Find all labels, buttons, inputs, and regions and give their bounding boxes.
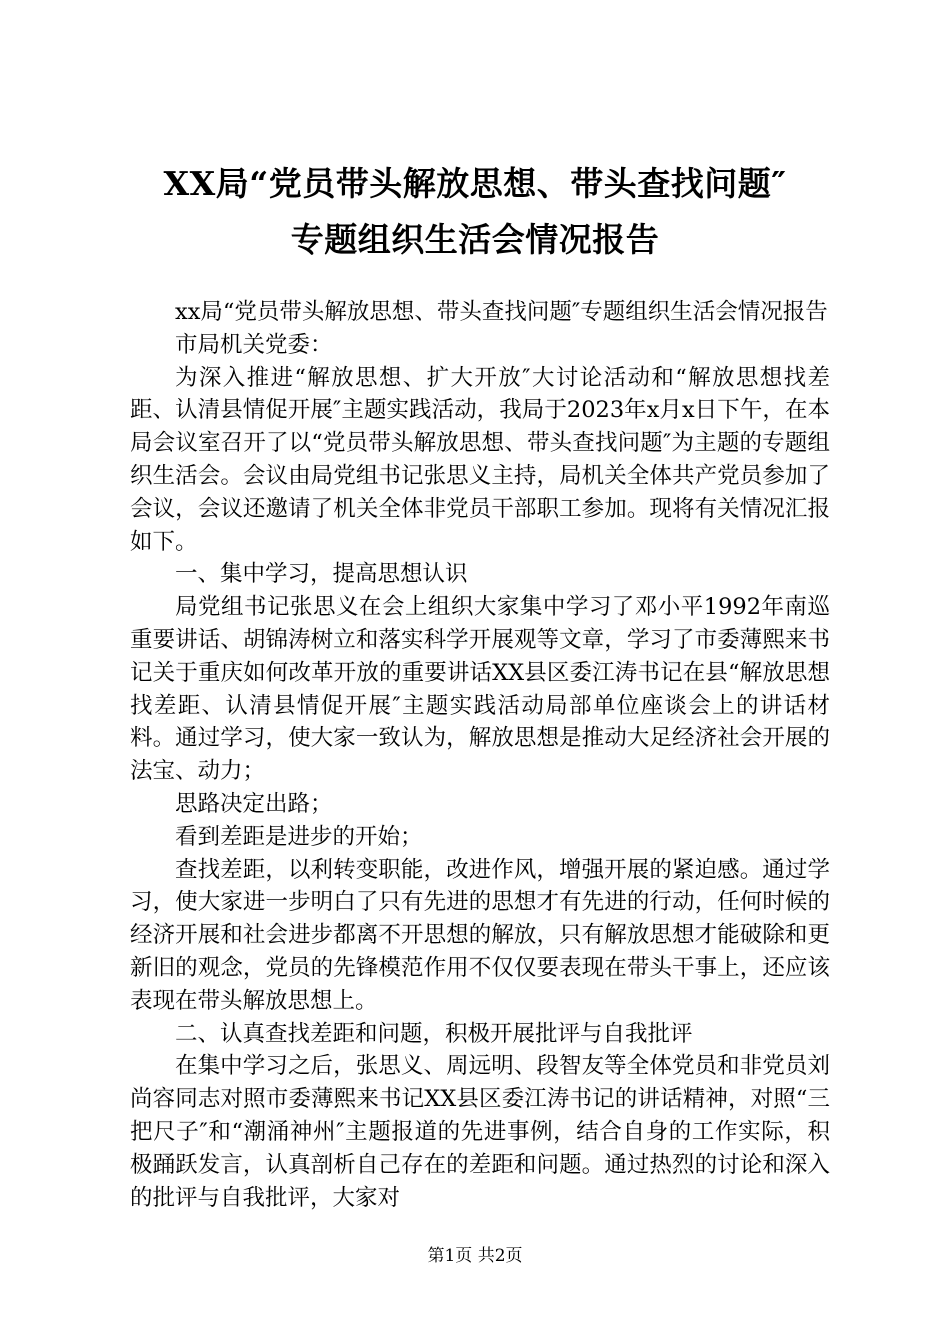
body-paragraph: 看到差距是进步的开始； xyxy=(175,823,423,850)
document-body xyxy=(130,296,830,1214)
body-paragraph: 局党组书记张思义在会上组织大家集中学习了邓小平1992年南巡重要讲话、胡锦涛树立和落实科学开展观等文章，学习了市委薄熙来书记关于重庆如何改革开放的重要讲话XX县区委江涛书记在县“解放思想找差距、认清县情促开展″主题实践活动局部单位座谈会上的讲话材料。通过学习，使大家一致认为，解放思想是推动大足经济社会开展的法宝、动力； xyxy=(130,594,830,785)
body-paragraph: 在集中学习之后，张思义、周远明、段智友等全体党员和非党员刘尚容同志对照市委薄熙来书记XX县区委江涛书记的讲话精神，对照“三把尺子″和“潮涌神州″主题报道的先进事例，结合自身的工作实际，积极踊跃发言，认真剖析自己存在的差距和问题。通过热烈的讨论和深入的批评与自我批评，大家对 xyxy=(130,1053,830,1211)
body-paragraph: xx局“党员带头解放思想、带头查找问题″专题组织生活会情况报告 xyxy=(175,299,828,325)
body-paragraph: 查找差距，以利转变职能，改进作风，增强开展的紧迫感。通过学习，使大家进一步明白了只有先进的思想才有先进的行动，任何时候的经济开展和社会进步都离不开思想的解放，只有解放思想才能破除和更新旧的观念，党员的先锋模范作用不仅仅要表现在带头干事上，还应该表现在带头解放思想上。 xyxy=(130,856,830,1014)
section-heading: 一、集中学习，提高思想认识 xyxy=(175,561,468,588)
title-line-2: 专题组织生活会情况报告 xyxy=(290,220,660,259)
page-footer: 第1页 共2页 xyxy=(427,1246,523,1266)
section-heading: 二、认真查找差距和问题，积极开展批评与自我批评 xyxy=(175,1020,693,1047)
body-paragraph: 为深入推进“解放思想、扩大开放″大讨论活动和“解放思想找差距、认清县情促开展″主题实践活动，我局于2023年x月x日下午，在本局会议室召开了以“党员带头解放思想、带头查找问题″为主题的专题组织生活会。会议由局党组书记张思义主持，局机关全体共产党员参加了会议，会议还邀请了机关全体非党员干部职工参加。现将有关情况汇报如下。 xyxy=(130,364,830,555)
body-paragraph: 思路决定出路； xyxy=(175,790,333,817)
body-paragraph: 市局机关党委： xyxy=(175,331,333,358)
title-line-1: XX局“党员带头解放思想、带头查找问题″ xyxy=(163,164,787,203)
document-title xyxy=(0,156,950,268)
